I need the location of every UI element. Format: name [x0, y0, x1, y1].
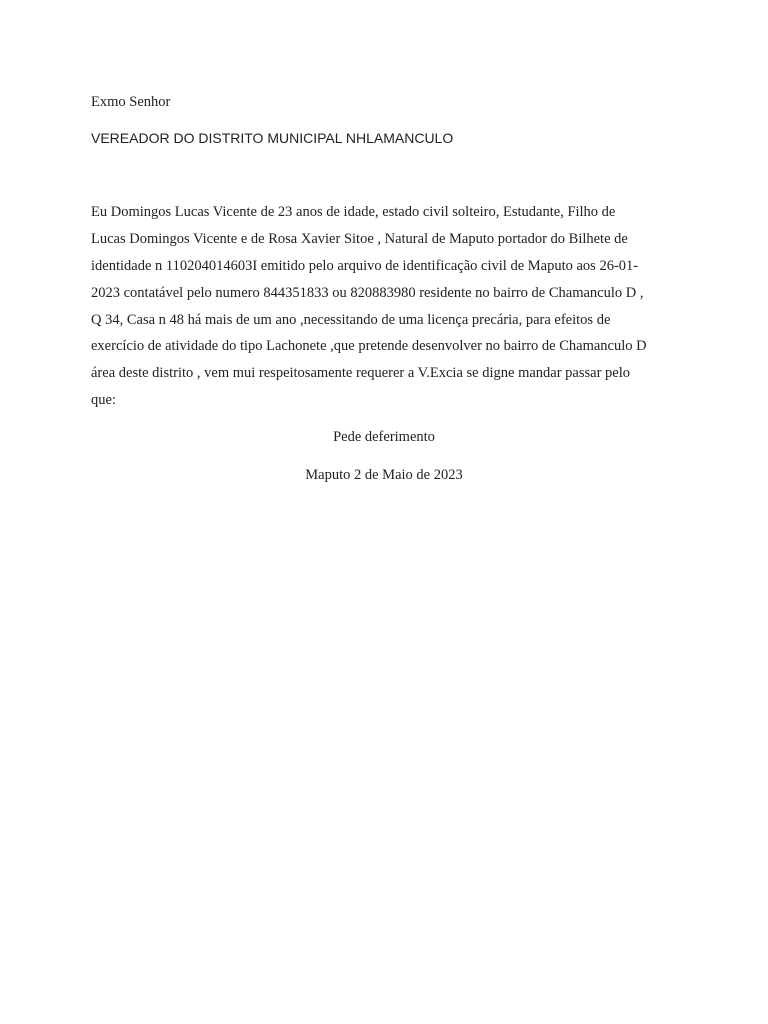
body-line-4: 2023 contatável pelo numero 844351833 ou 820883980 residente no bairro de Chamanculo D ,	[91, 285, 644, 301]
body-line-5: Q 34, Casa n 48 há mais de um ano ,necessitando de uma licença precária, para efeitos de	[91, 312, 611, 328]
body-line-3: identidade n 110204014603I emitido pelo arquivo de identificação civil de Maputo aos 26-01-	[91, 258, 639, 274]
addressee: VEREADOR DO DISTRITO MUNICIPAL NHLAMANCULO	[91, 130, 454, 146]
body-line-1: Eu Domingos Lucas Vicente de 23 anos de idade, estado civil solteiro, Estudante, Filho de	[91, 204, 616, 220]
date-line: Maputo 2 de Maio de 2023	[305, 467, 463, 483]
body-line-8: que:	[91, 392, 116, 408]
salutation: Exmo Senhor	[91, 94, 171, 110]
closing-request: Pede deferimento	[333, 429, 435, 445]
body-line-6: exercício de atividade do tipo Lachonete ,que pretende desenvolver no bairro de Chamanculo D	[91, 338, 647, 354]
body-line-2: Lucas Domingos Vicente e de Rosa Xavier Sitoe , Natural de Maputo portador do Bilhete de	[91, 231, 628, 247]
body-line-7: área deste distrito , vem mui respeitosamente requerer a V.Excia se digne mandar passar pelo	[91, 365, 630, 381]
